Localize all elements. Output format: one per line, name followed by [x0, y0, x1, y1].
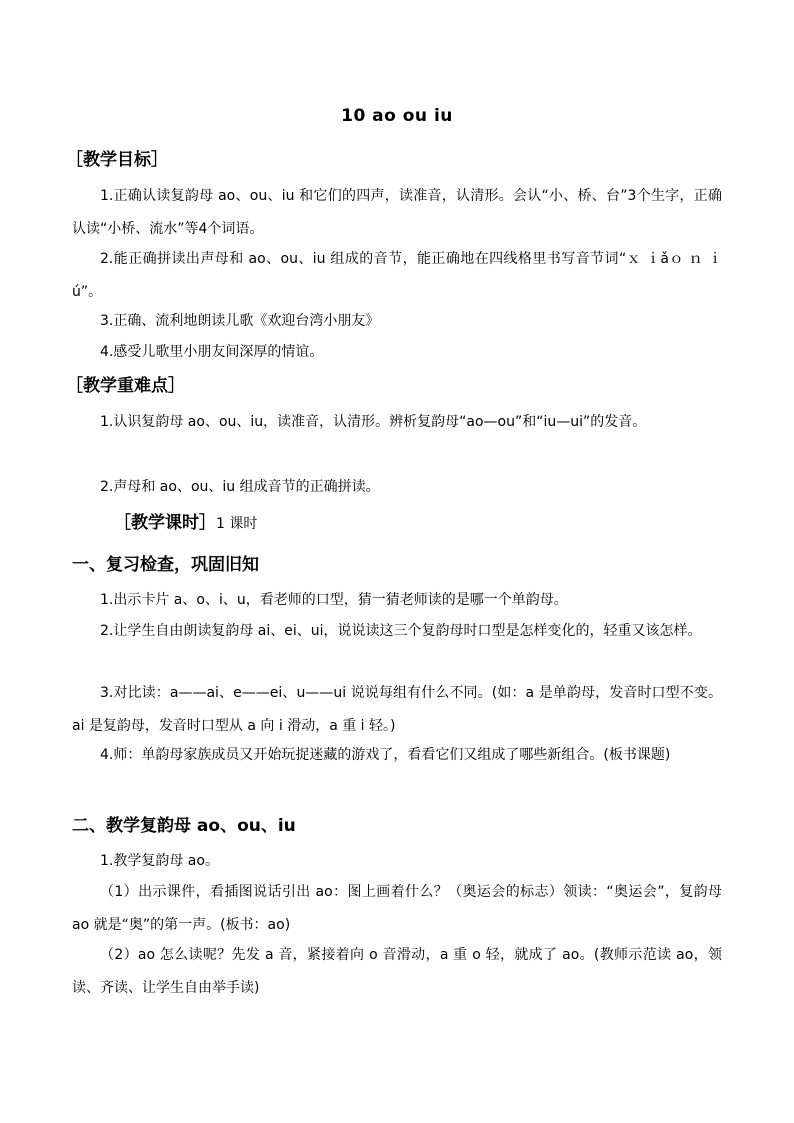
- part2-item-1: 1.教学复韵母 ao。: [100, 853, 219, 869]
- goal-item-2: 2.能正确拼读出声母和 ao、ou、iu 组成的音节，能正确地在四线格里书写音节词“ｘ ｉǎｏ ｎ ｉú”。: [72, 251, 722, 300]
- keypoints-heading: ［教学重难点］: [66, 376, 185, 396]
- goal-item-1: 1.正确认读复韵母 ao、ou、iu 和它们的四声，读准音，认清形。会认“小、桥、台”3个生字，正确认读“小桥、流水”等4个词语。: [72, 188, 722, 237]
- keypoint-item-2: 2.声母和 ao、ou、iu 组成音节的正确拼读。: [100, 479, 380, 495]
- periods-value: 1 课时: [216, 516, 258, 532]
- periods-heading: ［教学课时］: [114, 513, 216, 533]
- part2-item-2: （1）出示课件，看插图说话引出 ao：图上画着什么？（奥运会的标志）领读：“奥运会”，复韵母 ao 就是“奥”的第一声。(板书：ao): [72, 884, 722, 933]
- periods-row: [114, 511, 257, 536]
- part2-heading: 二、教学复韵母 ao、ou、iu: [72, 816, 296, 836]
- goals-heading: ［教学目标］: [66, 150, 168, 170]
- part1-item-2: 2.让学生自由朗读复韵母 ai、ei、ui，说说读这三个复韵母时口型是怎样变化的，轻重又该怎样。: [100, 623, 702, 639]
- part2-item-3: （2）ao 怎么读呢？先发 a 音，紧接着向 o 音滑动，a 重 o 轻，就成了 ao。(教师示范读 ao，领读、齐读、让学生自由举手读): [72, 947, 722, 996]
- goal-item-4: 4.感受儿歌里小朋友间深厚的情谊。: [100, 344, 324, 360]
- part1-item-1: 1.出示卡片 a、o、i、u，看老师的口型，猜一猜老师读的是哪一个单韵母。: [100, 592, 568, 608]
- part1-item-4: 4.师：单韵母家族成员又开始玩捉迷藏的游戏了，看看它们又组成了哪些新组合。(板书课题): [100, 747, 671, 763]
- keypoint-item-1: 1.认识复韵母 ao、ou、iu，读准音，认清形。辨析复韵母“ao—ou”和“iu—ui”的发音。: [100, 414, 647, 430]
- goal-item-3: 3.正确、流利地朗读儿歌《欢迎台湾小朋友》: [100, 313, 380, 329]
- lesson-title: 10 ao ou iu: [341, 106, 453, 126]
- part1-heading: 一、复习检查，巩固旧知: [72, 555, 259, 575]
- part1-item-3: 3.对比读：a——ai、e——ei、u——ui 说说每组有什么不同。(如：a 是单韵母，发音时口型不变。ai 是复韵母，发音时口型从 a 向 i 滑动，a 重 i 轻。): [72, 685, 722, 734]
